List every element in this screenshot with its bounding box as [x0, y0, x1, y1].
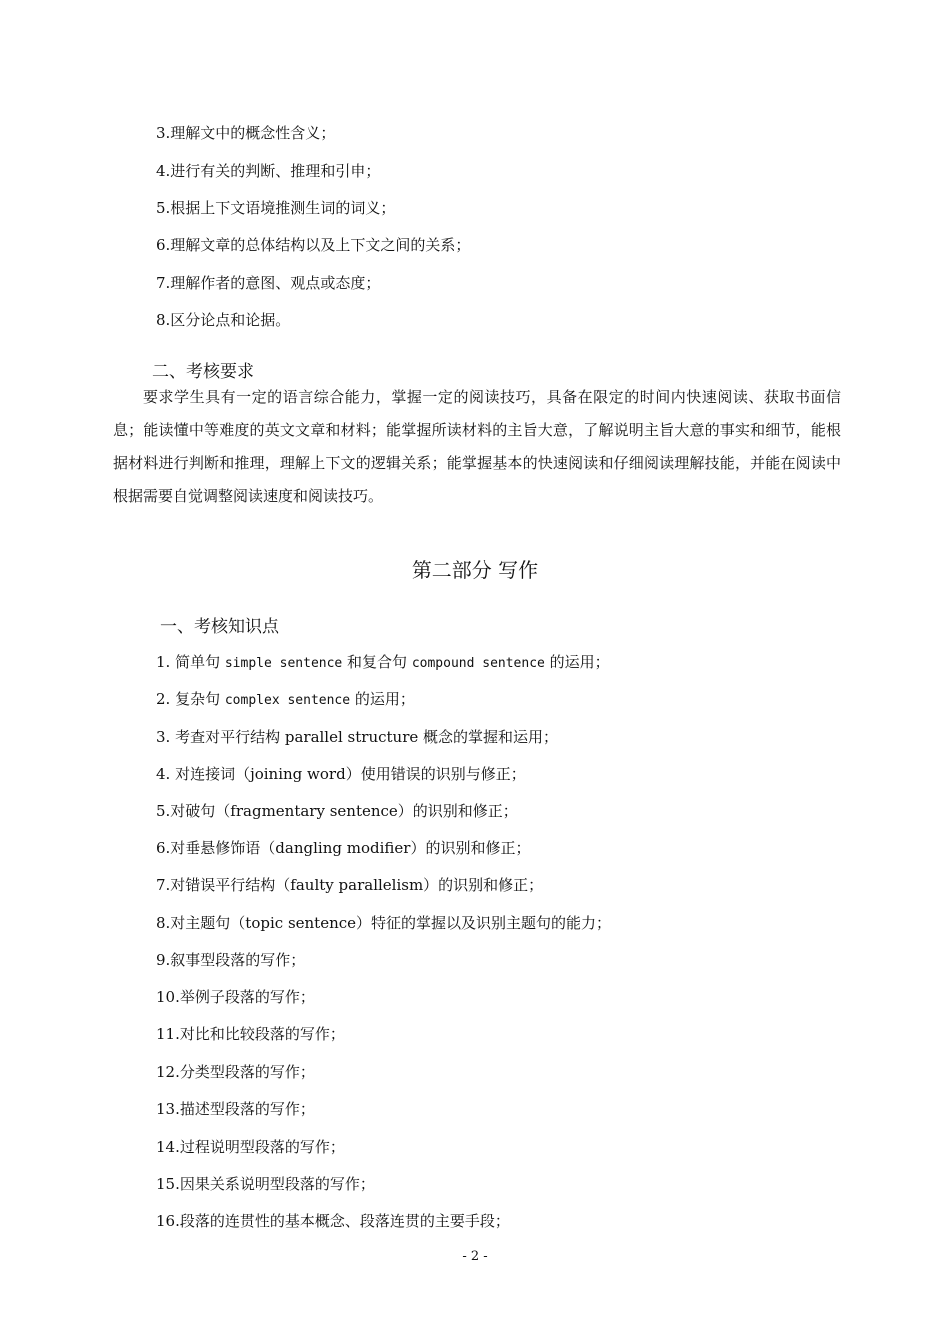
list-item: 3. 考查对平行结构 parallel structure 概念的掌握和运用； — [156, 728, 559, 746]
list-item: 11.对比和比较段落的写作； — [156, 1025, 345, 1043]
list-item: 6.对垂悬修饰语（dangling modifier）的识别和修正； — [156, 839, 531, 857]
item-term: compound sentence — [411, 656, 545, 671]
list-item: 15.因果关系说明型段落的写作； — [156, 1175, 375, 1193]
list-item: 7.理解作者的意图、观点或态度； — [156, 274, 381, 292]
list-item: 8.区分论点和论据。 — [156, 311, 291, 329]
list-item — [156, 688, 415, 709]
list-item: 3.理解文中的概念性含义； — [156, 124, 336, 142]
item-text: 2. 复杂句 — [156, 690, 225, 708]
item-text: 和复合句 — [342, 653, 412, 671]
requirements-paragraph: 要求学生具有一定的语言综合能力，掌握一定的阅读技巧，具备在限定的时间内快速阅读、获取书面信息；能读懂中等难度的英文文章和材料；能掌握所读材料的主旨大意，了解说明主旨大意的事实和细节，能根据材料进行判断和推理，理解上下文的逻辑关系；能掌握基本的快速阅读和仔细阅读理解技能，并能在阅读中根据需要自觉调整阅读速度和阅读技巧。 — [113, 388, 841, 505]
list-item: 10.举例子段落的写作； — [156, 988, 315, 1006]
list-item: 16.段落的连贯性的基本概念、段落连贯的主要手段； — [156, 1212, 510, 1230]
item-term: simple sentence — [224, 656, 343, 671]
list-item: 6.理解文章的总体结构以及上下文之间的关系； — [156, 236, 471, 254]
list-item: 7.对错误平行结构（faulty parallelism）的识别和修正； — [156, 876, 544, 894]
page-number: - 2 - — [462, 1249, 488, 1264]
list-item: 4.进行有关的判断、推理和引申； — [156, 162, 381, 180]
list-item — [156, 651, 610, 672]
section-title: 第二部分 写作 — [411, 558, 539, 582]
item-text: 的运用； — [544, 653, 610, 671]
list-item: 9.叙事型段落的写作； — [156, 951, 306, 969]
list-item: 4. 对连接词（joining word）使用错误的识别与修正； — [156, 765, 526, 783]
item-text: 的运用； — [350, 690, 415, 708]
list-item: 5.对破句（fragmentary sentence）的识别和修正； — [156, 802, 518, 820]
list-item: 12.分类型段落的写作； — [156, 1063, 315, 1081]
item-term: complex sentence — [224, 693, 351, 708]
knowledge-heading: 一、考核知识点 — [160, 617, 279, 637]
requirements-heading: 二、考核要求 — [152, 362, 254, 382]
list-item: 14.过程说明型段落的写作； — [156, 1138, 345, 1156]
list-item: 13.描述型段落的写作； — [156, 1100, 315, 1118]
list-item: 5.根据上下文语境推测生词的词义； — [156, 199, 396, 217]
item-text: 1. 简单句 — [156, 653, 225, 671]
list-item: 8.对主题句（topic sentence）特征的掌握以及识别主题句的能力； — [156, 914, 612, 932]
